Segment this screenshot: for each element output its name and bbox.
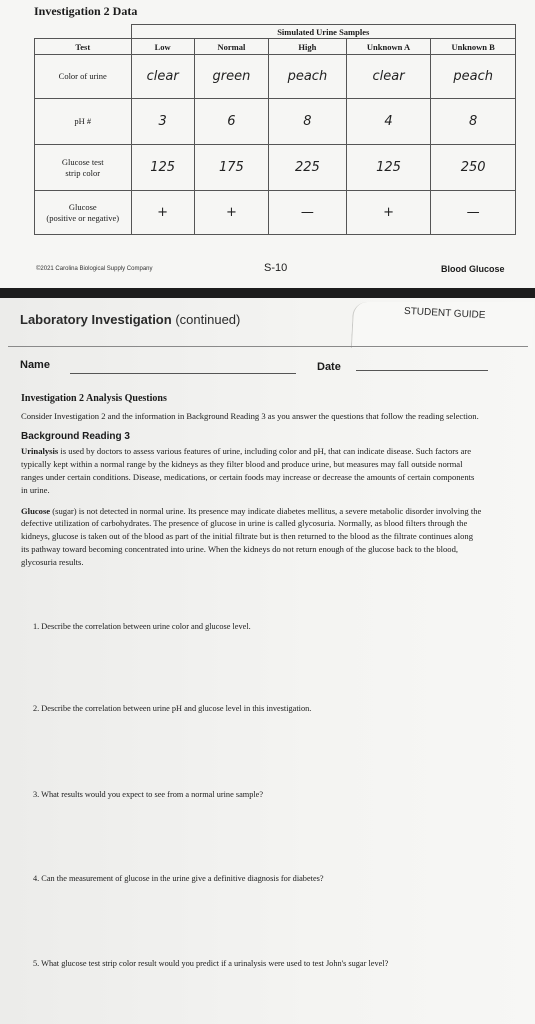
cell-value: — — [431, 191, 516, 235]
cell-value: peach — [431, 55, 516, 99]
page-number: S-10 — [264, 262, 288, 274]
cell-value: 6 — [194, 99, 268, 145]
cell-value: 8 — [269, 99, 347, 145]
cell-value: 125 — [131, 145, 194, 191]
question-1: 1. Describe the correlation between urine color and glucose level. — [33, 622, 251, 631]
row-label-line: strip color — [65, 167, 101, 178]
heading-suffix: (continued) — [175, 312, 241, 327]
cell-value: 125 — [346, 145, 431, 191]
analysis-title: Investigation 2 Analysis Questions — [21, 393, 167, 404]
term-glucose: Glucose — [21, 505, 51, 516]
page-heading — [20, 312, 240, 327]
cell-value: — — [269, 191, 347, 235]
cell-value: 250 — [431, 145, 516, 191]
cell-value: + — [194, 191, 268, 235]
cell-value: clear — [131, 55, 194, 99]
footer-topic: Blood Glucose — [441, 264, 505, 274]
cell-value: peach — [269, 55, 347, 99]
cell-value: 225 — [269, 145, 347, 191]
worksheet-top-page — [0, 0, 535, 292]
paragraph-text: is used by doctors to assess various features of urine, including color and pH, that can indicate disease. Such factors are typically kept within a normal range by the kidneys as they filter blood and produce urine, but measures may fall outside normal ranges under certain conditions. Disease, medications, or certain foods may increase or decrease the amounts of certain components in urine. — [21, 446, 475, 495]
page-gap — [0, 288, 535, 298]
row-label: pH # — [35, 99, 132, 145]
cell-value: 3 — [131, 99, 194, 145]
term-urinalysis: Urinalysis — [21, 446, 59, 457]
divider — [8, 346, 528, 347]
table-row — [35, 99, 516, 145]
question-5: 5. What glucose test strip color result would you predict if a urinalysis were used to test John's sugar level? — [33, 959, 389, 968]
cell-value: 4 — [346, 99, 431, 145]
copyright-text: ©2021 Carolina Biological Supply Company — [36, 266, 153, 272]
row-label — [35, 191, 132, 235]
question-4: 4. Can the measurement of glucose in the urine give a definitive diagnosis for diabetes? — [33, 874, 324, 883]
cell-value: + — [346, 191, 431, 235]
analysis-intro: Consider Investigation 2 and the information in Background Reading 3 as you answer the questions that follow the reading selection. — [21, 410, 479, 421]
table-row — [35, 55, 516, 99]
student-guide-label: STUDENT GUIDE — [403, 305, 486, 322]
column-header: Unknown A — [346, 39, 431, 55]
data-table — [34, 24, 516, 235]
row-label — [35, 145, 132, 191]
column-header: Low — [131, 39, 194, 55]
question-2: 2. Describe the correlation between urine pH and glucose level in this investigation. — [33, 704, 312, 713]
row-label-line: (positive or negative) — [46, 212, 120, 223]
heading-main: Laboratory Investigation — [20, 312, 172, 327]
cell-value: clear — [346, 55, 431, 99]
question-3: 3. What results would you expect to see from a normal urine sample? — [33, 790, 264, 799]
column-header: Test — [35, 39, 132, 55]
date-field[interactable] — [356, 370, 488, 371]
column-header: Normal — [194, 39, 268, 55]
row-label-line: Glucose — [68, 201, 97, 212]
name-label: Name — [20, 359, 50, 371]
table-row — [35, 191, 516, 235]
background-title: Background Reading 3 — [21, 430, 130, 442]
super-header: Simulated Urine Samples — [131, 25, 516, 39]
row-label-line: Glucose test — [61, 156, 104, 167]
table-header-row — [35, 39, 516, 55]
cell-value: 175 — [194, 145, 268, 191]
row-label: Color of urine — [35, 55, 132, 99]
table-row — [35, 145, 516, 191]
column-header: High — [269, 39, 347, 55]
reading-content — [21, 393, 483, 577]
cell-value: 8 — [431, 99, 516, 145]
paragraph-urinalysis — [21, 445, 483, 496]
investigation-title: Investigation 2 Data — [34, 4, 138, 18]
paragraph-text: (sugar) is not detected in normal urine. Its presence may indicate diabetes mellitus, a severe metabolic disorder involving the defective utilization of carbohydrates. The presence of glucose in urine is called glycosuria. Normally, as blood filters through the kidneys, glucose is taken out of the blood as part of the initial filtrate but is then returned to the blood as the filtrate continues along its pathway toward becoming concentrated into urine. When the kidneys do not return enough of the glucose back to the blood, glycosuria results. — [21, 505, 482, 567]
paragraph-glucose — [21, 505, 483, 569]
cell-value: + — [131, 191, 194, 235]
date-label: Date — [317, 361, 341, 373]
name-field[interactable] — [70, 373, 296, 374]
column-header: Unknown B — [431, 39, 516, 55]
cell-value: green — [194, 55, 268, 99]
worksheet-bottom-page — [0, 298, 535, 1024]
